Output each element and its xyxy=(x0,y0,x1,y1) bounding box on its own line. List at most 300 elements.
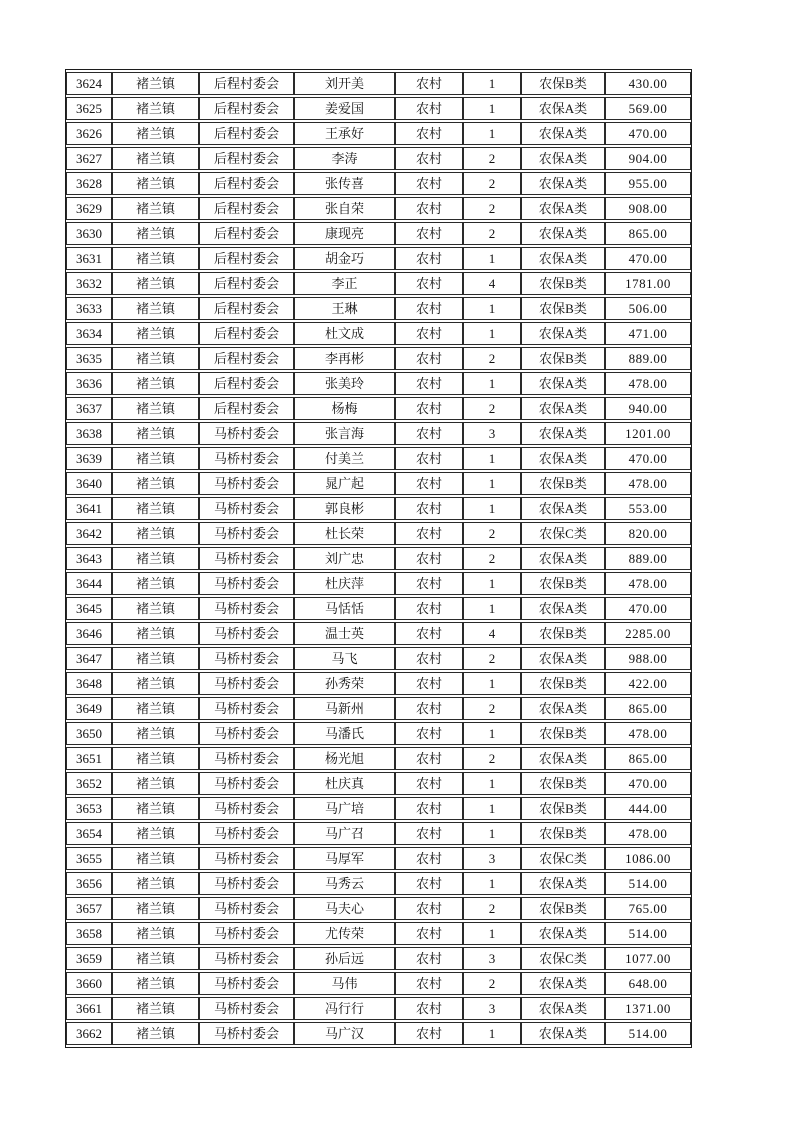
cell-village-committee: 马桥村委会 xyxy=(199,847,294,870)
cell-household-type: 农村 xyxy=(395,72,463,95)
cell-person-count: 2 xyxy=(463,697,521,720)
cell-row-id: 3652 xyxy=(66,772,112,795)
cell-household-type: 农村 xyxy=(395,497,463,520)
cell-town: 褚兰镇 xyxy=(112,947,199,970)
cell-village-committee: 马桥村委会 xyxy=(199,547,294,570)
cell-village-committee: 后程村委会 xyxy=(199,372,294,395)
table-row xyxy=(66,847,691,870)
table-row xyxy=(66,172,691,195)
cell-household-type: 农村 xyxy=(395,597,463,620)
cell-amount: 908.00 xyxy=(605,197,691,220)
cell-village-committee: 后程村委会 xyxy=(199,322,294,345)
table-row xyxy=(66,597,691,620)
cell-insurance-class: 农保A类 xyxy=(521,647,605,670)
cell-person-name: 马恬恬 xyxy=(294,597,395,620)
cell-row-id: 3640 xyxy=(66,472,112,495)
cell-row-id: 3637 xyxy=(66,397,112,420)
cell-person-name: 刘广忠 xyxy=(294,547,395,570)
table-row xyxy=(66,397,691,420)
cell-person-count: 1 xyxy=(463,572,521,595)
cell-town: 褚兰镇 xyxy=(112,997,199,1020)
cell-household-type: 农村 xyxy=(395,297,463,320)
cell-row-id: 3655 xyxy=(66,847,112,870)
table-row xyxy=(66,722,691,745)
cell-town: 褚兰镇 xyxy=(112,672,199,695)
cell-village-committee: 马桥村委会 xyxy=(199,997,294,1020)
cell-town: 褚兰镇 xyxy=(112,472,199,495)
cell-insurance-class: 农保B类 xyxy=(521,297,605,320)
cell-village-committee: 马桥村委会 xyxy=(199,897,294,920)
cell-person-count: 1 xyxy=(463,822,521,845)
cell-amount: 1201.00 xyxy=(605,422,691,445)
cell-person-count: 1 xyxy=(463,1022,521,1045)
cell-household-type: 农村 xyxy=(395,1022,463,1045)
cell-person-count: 1 xyxy=(463,672,521,695)
cell-amount: 988.00 xyxy=(605,647,691,670)
cell-row-id: 3658 xyxy=(66,922,112,945)
cell-household-type: 农村 xyxy=(395,472,463,495)
cell-town: 褚兰镇 xyxy=(112,747,199,770)
cell-household-type: 农村 xyxy=(395,172,463,195)
cell-amount: 506.00 xyxy=(605,297,691,320)
cell-village-committee: 后程村委会 xyxy=(199,272,294,295)
cell-village-committee: 马桥村委会 xyxy=(199,647,294,670)
cell-amount: 471.00 xyxy=(605,322,691,345)
cell-village-committee: 后程村委会 xyxy=(199,247,294,270)
cell-amount: 865.00 xyxy=(605,697,691,720)
cell-town: 褚兰镇 xyxy=(112,622,199,645)
cell-person-name: 杨梅 xyxy=(294,397,395,420)
cell-person-count: 1 xyxy=(463,597,521,620)
cell-household-type: 农村 xyxy=(395,347,463,370)
cell-person-name: 姜爱国 xyxy=(294,97,395,120)
cell-insurance-class: 农保B类 xyxy=(521,897,605,920)
cell-town: 褚兰镇 xyxy=(112,347,199,370)
cell-town: 褚兰镇 xyxy=(112,372,199,395)
cell-person-name: 冯行行 xyxy=(294,997,395,1020)
cell-person-name: 李正 xyxy=(294,272,395,295)
cell-person-name: 王琳 xyxy=(294,297,395,320)
cell-town: 褚兰镇 xyxy=(112,197,199,220)
cell-row-id: 3649 xyxy=(66,697,112,720)
cell-person-count: 1 xyxy=(463,472,521,495)
cell-household-type: 农村 xyxy=(395,272,463,295)
cell-village-committee: 马桥村委会 xyxy=(199,572,294,595)
cell-amount: 1077.00 xyxy=(605,947,691,970)
cell-person-count: 1 xyxy=(463,247,521,270)
table-row xyxy=(66,522,691,545)
cell-row-id: 3662 xyxy=(66,1022,112,1045)
cell-row-id: 3632 xyxy=(66,272,112,295)
cell-row-id: 3626 xyxy=(66,122,112,145)
cell-person-count: 1 xyxy=(463,72,521,95)
table-row xyxy=(66,897,691,920)
cell-insurance-class: 农保B类 xyxy=(521,347,605,370)
table-row xyxy=(66,372,691,395)
cell-town: 褚兰镇 xyxy=(112,147,199,170)
cell-town: 褚兰镇 xyxy=(112,547,199,570)
cell-household-type: 农村 xyxy=(395,547,463,570)
cell-town: 褚兰镇 xyxy=(112,97,199,120)
cell-amount: 514.00 xyxy=(605,1022,691,1045)
cell-person-count: 1 xyxy=(463,772,521,795)
cell-amount: 553.00 xyxy=(605,497,691,520)
cell-amount: 569.00 xyxy=(605,97,691,120)
cell-town: 褚兰镇 xyxy=(112,1022,199,1045)
cell-person-count: 2 xyxy=(463,397,521,420)
cell-person-name: 杜长荣 xyxy=(294,522,395,545)
cell-village-committee: 马桥村委会 xyxy=(199,922,294,945)
cell-amount: 514.00 xyxy=(605,872,691,895)
cell-household-type: 农村 xyxy=(395,572,463,595)
cell-amount: 470.00 xyxy=(605,772,691,795)
table-row xyxy=(66,272,691,295)
cell-insurance-class: 农保A类 xyxy=(521,972,605,995)
cell-household-type: 农村 xyxy=(395,897,463,920)
cell-household-type: 农村 xyxy=(395,197,463,220)
cell-village-committee: 马桥村委会 xyxy=(199,522,294,545)
table-row xyxy=(66,347,691,370)
cell-person-name: 杜庆萍 xyxy=(294,572,395,595)
cell-row-id: 3642 xyxy=(66,522,112,545)
cell-person-count: 2 xyxy=(463,647,521,670)
cell-town: 褚兰镇 xyxy=(112,822,199,845)
cell-person-count: 2 xyxy=(463,197,521,220)
table-row xyxy=(66,797,691,820)
cell-household-type: 农村 xyxy=(395,847,463,870)
cell-town: 褚兰镇 xyxy=(112,772,199,795)
cell-person-name: 郭良彬 xyxy=(294,497,395,520)
cell-village-committee: 后程村委会 xyxy=(199,97,294,120)
cell-row-id: 3634 xyxy=(66,322,112,345)
cell-amount: 865.00 xyxy=(605,222,691,245)
cell-person-name: 马夫心 xyxy=(294,897,395,920)
cell-person-count: 1 xyxy=(463,297,521,320)
table-row xyxy=(66,947,691,970)
cell-insurance-class: 农保A类 xyxy=(521,747,605,770)
table-row xyxy=(66,147,691,170)
cell-village-committee: 后程村委会 xyxy=(199,197,294,220)
cell-town: 褚兰镇 xyxy=(112,122,199,145)
cell-insurance-class: 农保A类 xyxy=(521,497,605,520)
cell-person-name: 杜庆真 xyxy=(294,772,395,795)
cell-person-name: 马伟 xyxy=(294,972,395,995)
cell-person-count: 1 xyxy=(463,497,521,520)
cell-household-type: 农村 xyxy=(395,772,463,795)
cell-person-count: 3 xyxy=(463,847,521,870)
benefits-table-frame xyxy=(65,69,692,1048)
cell-insurance-class: 农保C类 xyxy=(521,522,605,545)
cell-village-committee: 马桥村委会 xyxy=(199,422,294,445)
cell-person-name: 杜文成 xyxy=(294,322,395,345)
cell-row-id: 3657 xyxy=(66,897,112,920)
cell-person-count: 3 xyxy=(463,422,521,445)
cell-insurance-class: 农保A类 xyxy=(521,547,605,570)
table-row xyxy=(66,547,691,570)
cell-town: 褚兰镇 xyxy=(112,847,199,870)
cell-amount: 1371.00 xyxy=(605,997,691,1020)
table-row xyxy=(66,422,691,445)
cell-household-type: 农村 xyxy=(395,222,463,245)
table-row xyxy=(66,97,691,120)
cell-insurance-class: 农保A类 xyxy=(521,247,605,270)
cell-town: 褚兰镇 xyxy=(112,397,199,420)
table-row xyxy=(66,872,691,895)
table-row xyxy=(66,472,691,495)
cell-town: 褚兰镇 xyxy=(112,897,199,920)
cell-person-name: 孙后远 xyxy=(294,947,395,970)
table-row xyxy=(66,497,691,520)
cell-amount: 820.00 xyxy=(605,522,691,545)
cell-amount: 470.00 xyxy=(605,597,691,620)
cell-household-type: 农村 xyxy=(395,372,463,395)
cell-person-count: 2 xyxy=(463,172,521,195)
cell-village-committee: 马桥村委会 xyxy=(199,697,294,720)
cell-person-count: 2 xyxy=(463,347,521,370)
cell-person-name: 马广培 xyxy=(294,797,395,820)
cell-person-name: 张自荣 xyxy=(294,197,395,220)
cell-row-id: 3625 xyxy=(66,97,112,120)
cell-village-committee: 后程村委会 xyxy=(199,72,294,95)
cell-town: 褚兰镇 xyxy=(112,247,199,270)
table-row xyxy=(66,772,691,795)
table-row xyxy=(66,647,691,670)
cell-town: 褚兰镇 xyxy=(112,272,199,295)
cell-household-type: 农村 xyxy=(395,797,463,820)
cell-household-type: 农村 xyxy=(395,672,463,695)
cell-village-committee: 马桥村委会 xyxy=(199,747,294,770)
cell-person-count: 2 xyxy=(463,522,521,545)
table-row xyxy=(66,672,691,695)
cell-person-count: 1 xyxy=(463,122,521,145)
cell-row-id: 3627 xyxy=(66,147,112,170)
cell-person-name: 马秀云 xyxy=(294,872,395,895)
cell-household-type: 农村 xyxy=(395,647,463,670)
table-row xyxy=(66,997,691,1020)
cell-village-committee: 马桥村委会 xyxy=(199,822,294,845)
table-row xyxy=(66,197,691,220)
cell-household-type: 农村 xyxy=(395,947,463,970)
cell-village-committee: 后程村委会 xyxy=(199,147,294,170)
cell-person-name: 张美玲 xyxy=(294,372,395,395)
cell-town: 褚兰镇 xyxy=(112,222,199,245)
cell-person-name: 马广召 xyxy=(294,822,395,845)
cell-amount: 2285.00 xyxy=(605,622,691,645)
cell-row-id: 3638 xyxy=(66,422,112,445)
cell-person-count: 1 xyxy=(463,447,521,470)
cell-person-count: 2 xyxy=(463,547,521,570)
cell-village-committee: 马桥村委会 xyxy=(199,722,294,745)
cell-village-committee: 马桥村委会 xyxy=(199,1022,294,1045)
cell-row-id: 3643 xyxy=(66,547,112,570)
cell-insurance-class: 农保B类 xyxy=(521,72,605,95)
cell-amount: 470.00 xyxy=(605,247,691,270)
cell-row-id: 3650 xyxy=(66,722,112,745)
cell-person-name: 张传喜 xyxy=(294,172,395,195)
cell-town: 褚兰镇 xyxy=(112,497,199,520)
cell-row-id: 3661 xyxy=(66,997,112,1020)
cell-person-count: 1 xyxy=(463,372,521,395)
cell-village-committee: 马桥村委会 xyxy=(199,772,294,795)
cell-insurance-class: 农保A类 xyxy=(521,397,605,420)
cell-person-name: 孙秀荣 xyxy=(294,672,395,695)
cell-insurance-class: 农保B类 xyxy=(521,622,605,645)
cell-amount: 889.00 xyxy=(605,347,691,370)
cell-person-count: 1 xyxy=(463,322,521,345)
cell-village-committee: 马桥村委会 xyxy=(199,972,294,995)
cell-town: 褚兰镇 xyxy=(112,647,199,670)
cell-household-type: 农村 xyxy=(395,622,463,645)
cell-amount: 1086.00 xyxy=(605,847,691,870)
cell-row-id: 3647 xyxy=(66,647,112,670)
cell-household-type: 农村 xyxy=(395,147,463,170)
cell-town: 褚兰镇 xyxy=(112,572,199,595)
cell-person-name: 王承好 xyxy=(294,122,395,145)
cell-town: 褚兰镇 xyxy=(112,872,199,895)
cell-insurance-class: 农保B类 xyxy=(521,472,605,495)
cell-town: 褚兰镇 xyxy=(112,597,199,620)
cell-person-count: 2 xyxy=(463,222,521,245)
cell-amount: 940.00 xyxy=(605,397,691,420)
cell-row-id: 3645 xyxy=(66,597,112,620)
cell-insurance-class: 农保A类 xyxy=(521,322,605,345)
cell-village-committee: 马桥村委会 xyxy=(199,497,294,520)
cell-town: 褚兰镇 xyxy=(112,697,199,720)
cell-town: 褚兰镇 xyxy=(112,797,199,820)
cell-row-id: 3656 xyxy=(66,872,112,895)
cell-household-type: 农村 xyxy=(395,822,463,845)
cell-household-type: 农村 xyxy=(395,122,463,145)
cell-town: 褚兰镇 xyxy=(112,972,199,995)
cell-person-name: 康现亮 xyxy=(294,222,395,245)
cell-insurance-class: 农保A类 xyxy=(521,122,605,145)
cell-amount: 514.00 xyxy=(605,922,691,945)
cell-insurance-class: 农保B类 xyxy=(521,572,605,595)
cell-household-type: 农村 xyxy=(395,872,463,895)
cell-insurance-class: 农保A类 xyxy=(521,422,605,445)
cell-person-count: 2 xyxy=(463,147,521,170)
table-row xyxy=(66,122,691,145)
table-row xyxy=(66,822,691,845)
cell-person-name: 晁广起 xyxy=(294,472,395,495)
cell-insurance-class: 农保B类 xyxy=(521,672,605,695)
cell-village-committee: 后程村委会 xyxy=(199,297,294,320)
cell-village-committee: 马桥村委会 xyxy=(199,872,294,895)
cell-amount: 1781.00 xyxy=(605,272,691,295)
cell-village-committee: 后程村委会 xyxy=(199,397,294,420)
cell-row-id: 3641 xyxy=(66,497,112,520)
table-row xyxy=(66,247,691,270)
cell-village-committee: 马桥村委会 xyxy=(199,597,294,620)
cell-person-name: 张言海 xyxy=(294,422,395,445)
table-row xyxy=(66,322,691,345)
table-row xyxy=(66,622,691,645)
cell-row-id: 3654 xyxy=(66,822,112,845)
cell-village-committee: 后程村委会 xyxy=(199,122,294,145)
cell-town: 褚兰镇 xyxy=(112,72,199,95)
cell-insurance-class: 农保A类 xyxy=(521,597,605,620)
cell-row-id: 3648 xyxy=(66,672,112,695)
cell-row-id: 3629 xyxy=(66,197,112,220)
cell-amount: 648.00 xyxy=(605,972,691,995)
table-row xyxy=(66,922,691,945)
cell-row-id: 3633 xyxy=(66,297,112,320)
cell-person-name: 马厚军 xyxy=(294,847,395,870)
cell-person-name: 尤传荣 xyxy=(294,922,395,945)
cell-household-type: 农村 xyxy=(395,997,463,1020)
cell-row-id: 3628 xyxy=(66,172,112,195)
cell-household-type: 农村 xyxy=(395,722,463,745)
cell-town: 褚兰镇 xyxy=(112,297,199,320)
cell-amount: 478.00 xyxy=(605,572,691,595)
cell-household-type: 农村 xyxy=(395,522,463,545)
cell-insurance-class: 农保B类 xyxy=(521,272,605,295)
cell-village-committee: 后程村委会 xyxy=(199,347,294,370)
cell-person-count: 4 xyxy=(463,622,521,645)
table-row xyxy=(66,72,691,95)
cell-insurance-class: 农保A类 xyxy=(521,97,605,120)
cell-household-type: 农村 xyxy=(395,397,463,420)
cell-person-name: 付美兰 xyxy=(294,447,395,470)
cell-row-id: 3636 xyxy=(66,372,112,395)
table-row xyxy=(66,697,691,720)
cell-amount: 765.00 xyxy=(605,897,691,920)
table-row xyxy=(66,222,691,245)
cell-village-committee: 后程村委会 xyxy=(199,172,294,195)
cell-row-id: 3644 xyxy=(66,572,112,595)
cell-person-count: 1 xyxy=(463,872,521,895)
cell-household-type: 农村 xyxy=(395,247,463,270)
cell-row-id: 3653 xyxy=(66,797,112,820)
cell-person-count: 2 xyxy=(463,747,521,770)
cell-household-type: 农村 xyxy=(395,447,463,470)
cell-insurance-class: 农保B类 xyxy=(521,722,605,745)
cell-person-name: 温士英 xyxy=(294,622,395,645)
cell-amount: 470.00 xyxy=(605,447,691,470)
cell-row-id: 3630 xyxy=(66,222,112,245)
cell-person-count: 3 xyxy=(463,997,521,1020)
cell-amount: 444.00 xyxy=(605,797,691,820)
cell-town: 褚兰镇 xyxy=(112,722,199,745)
table-body xyxy=(66,72,691,1045)
cell-amount: 904.00 xyxy=(605,147,691,170)
cell-amount: 955.00 xyxy=(605,172,691,195)
cell-insurance-class: 农保C类 xyxy=(521,947,605,970)
cell-person-name: 马飞 xyxy=(294,647,395,670)
cell-village-committee: 后程村委会 xyxy=(199,222,294,245)
cell-town: 褚兰镇 xyxy=(112,172,199,195)
cell-person-name: 马新州 xyxy=(294,697,395,720)
table-row xyxy=(66,572,691,595)
cell-row-id: 3624 xyxy=(66,72,112,95)
cell-insurance-class: 农保B类 xyxy=(521,772,605,795)
cell-person-count: 1 xyxy=(463,922,521,945)
cell-insurance-class: 农保A类 xyxy=(521,172,605,195)
cell-amount: 478.00 xyxy=(605,722,691,745)
cell-insurance-class: 农保A类 xyxy=(521,447,605,470)
cell-row-id: 3660 xyxy=(66,972,112,995)
cell-person-count: 1 xyxy=(463,797,521,820)
cell-amount: 470.00 xyxy=(605,122,691,145)
cell-row-id: 3651 xyxy=(66,747,112,770)
cell-insurance-class: 农保A类 xyxy=(521,922,605,945)
cell-town: 褚兰镇 xyxy=(112,922,199,945)
cell-household-type: 农村 xyxy=(395,422,463,445)
cell-person-name: 马广汉 xyxy=(294,1022,395,1045)
cell-row-id: 3646 xyxy=(66,622,112,645)
cell-person-name: 杨光旭 xyxy=(294,747,395,770)
cell-row-id: 3659 xyxy=(66,947,112,970)
